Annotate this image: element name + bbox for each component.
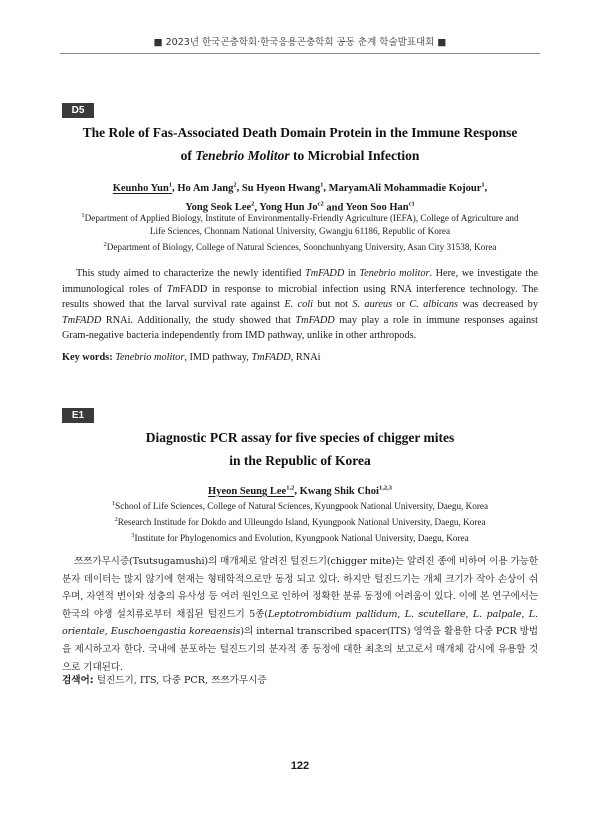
d5-authors: Keunho Yun$^1$, Ho Am Jang$^2$, Su Hyeon Hwang$^1$, MaryamAli Mohammadie Kojour$^1$, Yong Seok Lee$^2$, Yong Hun $Jo^{c2}$ and Yeon Soo Han$^{c1}$: [112, 181, 488, 213]
e1-affil-1: School of Life Sciences, College of Natural Sciences, Kyungpook National University, Daegu, Korea: [115, 501, 489, 512]
d5-title: [62, 121, 538, 167]
d5-author-4: MaryamAli Mohammadie Kojour$^1$: [328, 181, 485, 194]
d5-affil-2: Department of Biology, College of Natural Sciences, Soonchunhyang University, Asan City 31538, Korea: [106, 242, 497, 253]
d5-title-of: of: [180, 148, 196, 163]
d5-keywords-label: Key words:: [62, 352, 113, 363]
d5-author-6: Yong Hun $Jo^{c2}$: [259, 200, 324, 213]
d5-author-5: Yong Seok Lee$^2$: [185, 200, 255, 213]
d5-author-2: Ho Am Jang$^2$: [177, 181, 237, 194]
e1-affil-2: Research Institude for Dokdo and Ulleungdo Island, Kyungpook National University, Daegu, Korea: [117, 517, 486, 528]
d5-affil-1a: Department of Applied Biology, Institute of Environmentally-Friendly Agriculture (IEFA), College of Agriculture and: [84, 213, 519, 224]
e1-keywords: 검색어: 털진드기, ITS, 다중 PCR, 쯔쯔가무시증: [62, 675, 267, 686]
e1-title: [62, 426, 538, 472]
section-label-d5: D5: [62, 103, 94, 118]
e1-keywords-label: 검색어:: [62, 675, 94, 686]
d5-affil-1b: Life Sciences, Chonnam National University, Gwangju 61186, Republic of Korea: [149, 226, 451, 237]
header-divider: [60, 53, 540, 54]
e1-author-2: Kwang Shik Choi$^{1,2,3}$: [299, 484, 392, 497]
d5-keywords: Key words: Tenebrio molitor, IMD pathway, TmFADD, RNAi: [62, 352, 321, 363]
e1-title-line1: Diagnostic PCR assay for five species of chigger mites: [145, 430, 455, 445]
d5-affiliations: $^1$Department of Applied Biology, Institute of Environmentally-Friendly Agriculture (IEFA), College of Agriculture and Life Sciences, Chonnam National University, Gwangju 61186, Republic of Korea $^2$Department of Biology, College of Natural Sciences, Soonchunhyang University, Asan City 31538, Korea: [81, 212, 519, 253]
d5-abstract: This study aimed to characterize the newly identified TmFADD in Tenebrio molitor. Here, we investigate the immunological roles of TmFADD in response to microbial infection using RNA interference technology. The results showed that the larval survival rate against E. coli but not S. aureus or C. albicans was decreased by TmFADD RNAi. Additionally, the study showed that TmFADD may play a role in immune responses against Gram-negative bacteria independently from IMD pathway, unlike in other arthropods.: [62, 268, 538, 342]
d5-title-line1: The Role of Fas-Associated Death Domain Protein in the Immune Response: [82, 125, 518, 140]
e1-author-1: Hyeon Seung Lee$^{1,2}$: [208, 484, 295, 497]
d5-title-species: Tenebrio Molitor: [195, 148, 290, 163]
e1-affiliations: $^1$School of Life Sciences, College of Natural Sciences, Kyungpook National University, Daegu, Korea $^2$Research Institude for Dokdo and Ulleungdo Island, Kyungpook National University, Daegu, Korea $^3$Institute for Phylogenomics and Evolution, Kyungpook National University, Daegu, Korea: [111, 500, 489, 544]
d5-author-7: Yeon Soo Han$^{c1}$: [345, 200, 415, 213]
e1-affil-3: Institute for Phylogenomics and Evolution, Kyungpook National University, Daegu, Korea: [134, 533, 469, 544]
d5-title-end: to Microbial Infection: [289, 148, 420, 163]
section-label-e1: E1: [62, 408, 94, 423]
page-number: 122: [290, 760, 310, 772]
e1-abstract: 쯔쯔가무시증(Tsutsugamushi)의 매개체로 알려진 털진드기(chigger mite)는 알려진 종에 비하여 이용 가능한 분자 데이터는 많지 않기에 현재는 형태학적으로만 동정 되고 있다. 하지만 털진드기는 개체 크기가 작아 손상이 쉬우며, 자연적 변이와 성충의 유사성 등 여러 원인으로 인하여 정확한 분류 동정에 어려움이 있다. 이에 본 연구에서는 한국의 야생 설치류로부터 채집된 털진드기 5종(Leptotrombidium pallidum, L. scutellare, L. palpale, L. orientale, Euschoengastia koreaensis)의 internal transcribed spacer(ITS) 영역을 활용한 다중 PCR 방법을 제시하고자 한다. 국내에 분포하는 털진드기의 분자적 종 동정에 대한 최초의 보고로서 매개체 감시에 유용할 것으로 기대된다.: [62, 556, 539, 673]
page-header: ■ 2023년 한국곤충학회·한국응용곤충학회 공동 춘계 학술발표대회 ■: [153, 37, 447, 48]
e1-title-line2: in the Republic of Korea: [229, 453, 371, 468]
e1-authors: Hyeon Seung Lee$^{1,2}$, Kwang Shik Choi$^{1,2,3}$: [208, 484, 392, 497]
d5-author-3: Su Hyeon Hwang$^1$: [241, 181, 324, 194]
d5-author-1: Keunho Yun$^1$: [112, 181, 173, 194]
